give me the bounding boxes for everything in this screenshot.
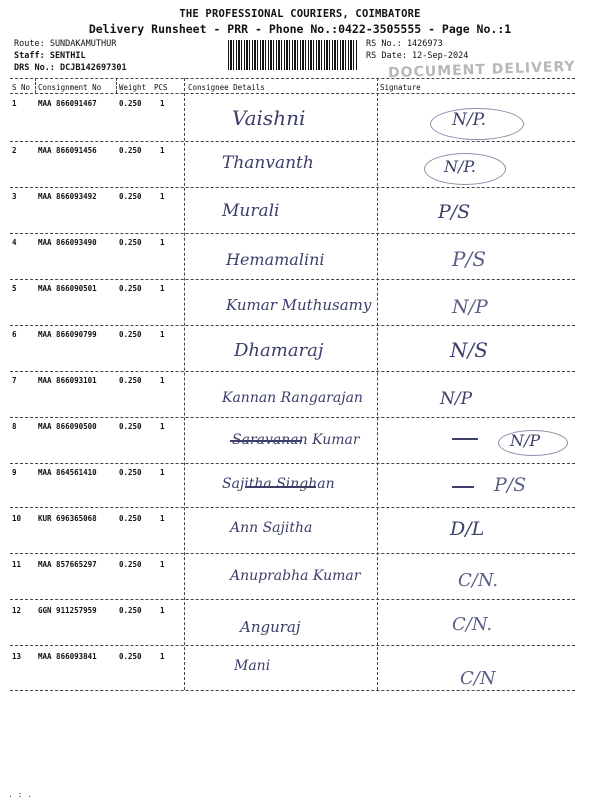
row-divider (10, 599, 575, 600)
row-consignment: MAA 866093492 (38, 192, 97, 201)
row-divider (10, 325, 575, 326)
row-pcs: 1 (160, 376, 165, 385)
row-sno: 3 (12, 192, 17, 201)
consignee-name-handwritten: Ann Sajitha (230, 520, 313, 536)
route-label: Route: SUNDAKAMUTHUR (14, 39, 117, 49)
footer-marks: . : . (8, 790, 33, 799)
row-sno: 11 (12, 560, 22, 569)
delivery-status-mark: D/L (450, 518, 485, 540)
row-weight: 0.250 (119, 376, 142, 385)
delivery-status-mark: C/N (460, 668, 496, 689)
consignee-name-handwritten: Dhamaraj (234, 340, 324, 361)
row-divider (10, 371, 575, 372)
row-consignment: MAA 866091456 (38, 146, 97, 155)
row-pcs: 1 (160, 99, 165, 108)
row-pcs: 1 (160, 606, 165, 615)
row-divider (10, 553, 575, 554)
row-divider (10, 417, 575, 418)
rs-date: RS Date: 12-Sep-2024 (366, 51, 469, 61)
row-sno: 12 (12, 606, 22, 615)
consignee-name-handwritten: Sajitha Singhan (222, 476, 335, 492)
row-consignment: MAA 866090501 (38, 284, 97, 293)
consignee-name-handwritten: Anuprabha Kumar (230, 568, 361, 584)
delivery-status-mark: C/N. (458, 570, 499, 591)
runsheet-title: Delivery Runsheet - PRR - Phone No.:0422-3505555 - Page No.:1 (88, 22, 512, 36)
row-pcs: 1 (160, 238, 165, 247)
row-consignment: KUR 696365068 (38, 514, 97, 523)
rs-number: RS No.: 1426973 (366, 39, 443, 49)
strike-through (452, 438, 478, 440)
col-header-consignment: Consignment No (38, 83, 102, 92)
row-weight: 0.250 (119, 238, 142, 247)
row-sno: 6 (12, 330, 17, 339)
strike-through (230, 440, 302, 442)
row-weight: 0.250 (119, 606, 142, 615)
row-pcs: 1 (160, 192, 165, 201)
consignee-name-handwritten: Saravanan Kumar (232, 432, 360, 448)
table-top-rule (10, 78, 575, 79)
delivery-status-mark: N/P. (444, 157, 476, 176)
row-pcs: 1 (160, 514, 165, 523)
row-consignment: MAA 866090500 (38, 422, 97, 431)
row-weight: 0.250 (119, 99, 142, 108)
consignee-name-handwritten: Kannan Rangarajan (222, 390, 363, 406)
row-pcs: 1 (160, 146, 165, 155)
row-weight: 0.250 (119, 514, 142, 523)
row-divider (10, 279, 575, 280)
row-weight: 0.250 (119, 146, 142, 155)
row-sno: 5 (12, 284, 17, 293)
consignee-name-handwritten: Vaishni (232, 106, 306, 130)
row-pcs: 1 (160, 284, 165, 293)
row-pcs: 1 (160, 468, 165, 477)
column-divider (116, 78, 117, 93)
row-pcs: 1 (160, 652, 165, 661)
row-weight: 0.250 (119, 652, 142, 661)
row-consignment: MAA 866093490 (38, 238, 97, 247)
document-delivery-stamp: DOCUMENT DELIVERY (387, 58, 576, 82)
row-consignment: MAA 866090799 (38, 330, 97, 339)
row-divider (10, 463, 575, 464)
row-weight: 0.250 (119, 284, 142, 293)
staff-label: Staff: SENTHIL (14, 51, 86, 61)
consignee-name-handwritten: Kumar Muthusamy (226, 296, 372, 314)
row-weight: 0.250 (119, 468, 142, 477)
delivery-status-mark: P/S (438, 201, 471, 223)
strike-through (452, 486, 474, 488)
consignee-name-handwritten: Mani (234, 658, 271, 674)
row-divider (10, 233, 575, 234)
row-sno: 1 (12, 99, 17, 108)
row-divider (10, 645, 575, 646)
table-header-rule (10, 93, 575, 94)
row-divider (10, 141, 575, 142)
row-consignment: GGN 911257959 (38, 606, 97, 615)
col-header-pcs: PCS (154, 83, 168, 92)
row-weight: 0.250 (119, 192, 142, 201)
row-consignment: MAA 857665297 (38, 560, 97, 569)
barcode (228, 40, 358, 70)
delivery-status-mark: P/S (494, 474, 527, 496)
row-pcs: 1 (160, 422, 165, 431)
row-weight: 0.250 (119, 422, 142, 431)
row-consignment: MAA 866093101 (38, 376, 97, 385)
col-header-signature: Signature (380, 83, 421, 92)
delivery-status-mark: N/P (452, 296, 488, 318)
col-header-consignee: Consignee Details (188, 83, 265, 92)
column-divider (35, 78, 36, 93)
delivery-status-mark: C/N. (452, 614, 493, 635)
company-title: THE PROFESSIONAL COURIERS, COIMBATORE (179, 8, 421, 20)
row-divider (10, 187, 575, 188)
row-divider (10, 507, 575, 508)
col-header-weight: Weight (119, 83, 147, 92)
row-sno: 10 (12, 514, 22, 523)
row-sno: 8 (12, 422, 17, 431)
row-pcs: 1 (160, 330, 165, 339)
strike-through (246, 486, 316, 488)
row-weight: 0.250 (119, 330, 142, 339)
row-weight: 0.250 (119, 560, 142, 569)
consignee-name-handwritten: Thanvanth (222, 153, 314, 173)
delivery-status-mark: N/S (450, 338, 488, 362)
consignee-name-handwritten: Hemamalini (226, 250, 325, 269)
row-sno: 2 (12, 146, 17, 155)
row-sno: 4 (12, 238, 17, 247)
row-sno: 7 (12, 376, 17, 385)
consignee-name-handwritten: Anguraj (240, 618, 301, 636)
col-header-sno: S No (12, 83, 31, 92)
consignee-name-handwritten: Murali (222, 201, 280, 221)
table-bottom-rule (10, 690, 575, 691)
delivery-status-mark: N/P. (452, 110, 486, 130)
row-pcs: 1 (160, 560, 165, 569)
row-sno: 9 (12, 468, 17, 477)
delivery-status-mark: N/P (440, 389, 473, 409)
delivery-status-mark: P/S (452, 247, 486, 271)
row-sno: 13 (12, 652, 22, 661)
row-consignment: MAA 866093841 (38, 652, 97, 661)
row-consignment: MAA 864561410 (38, 468, 97, 477)
delivery-status-mark: N/P (510, 431, 541, 450)
row-consignment: MAA 866091467 (38, 99, 97, 108)
drs-number: DRS No.: DCJB142697301 (14, 63, 127, 73)
